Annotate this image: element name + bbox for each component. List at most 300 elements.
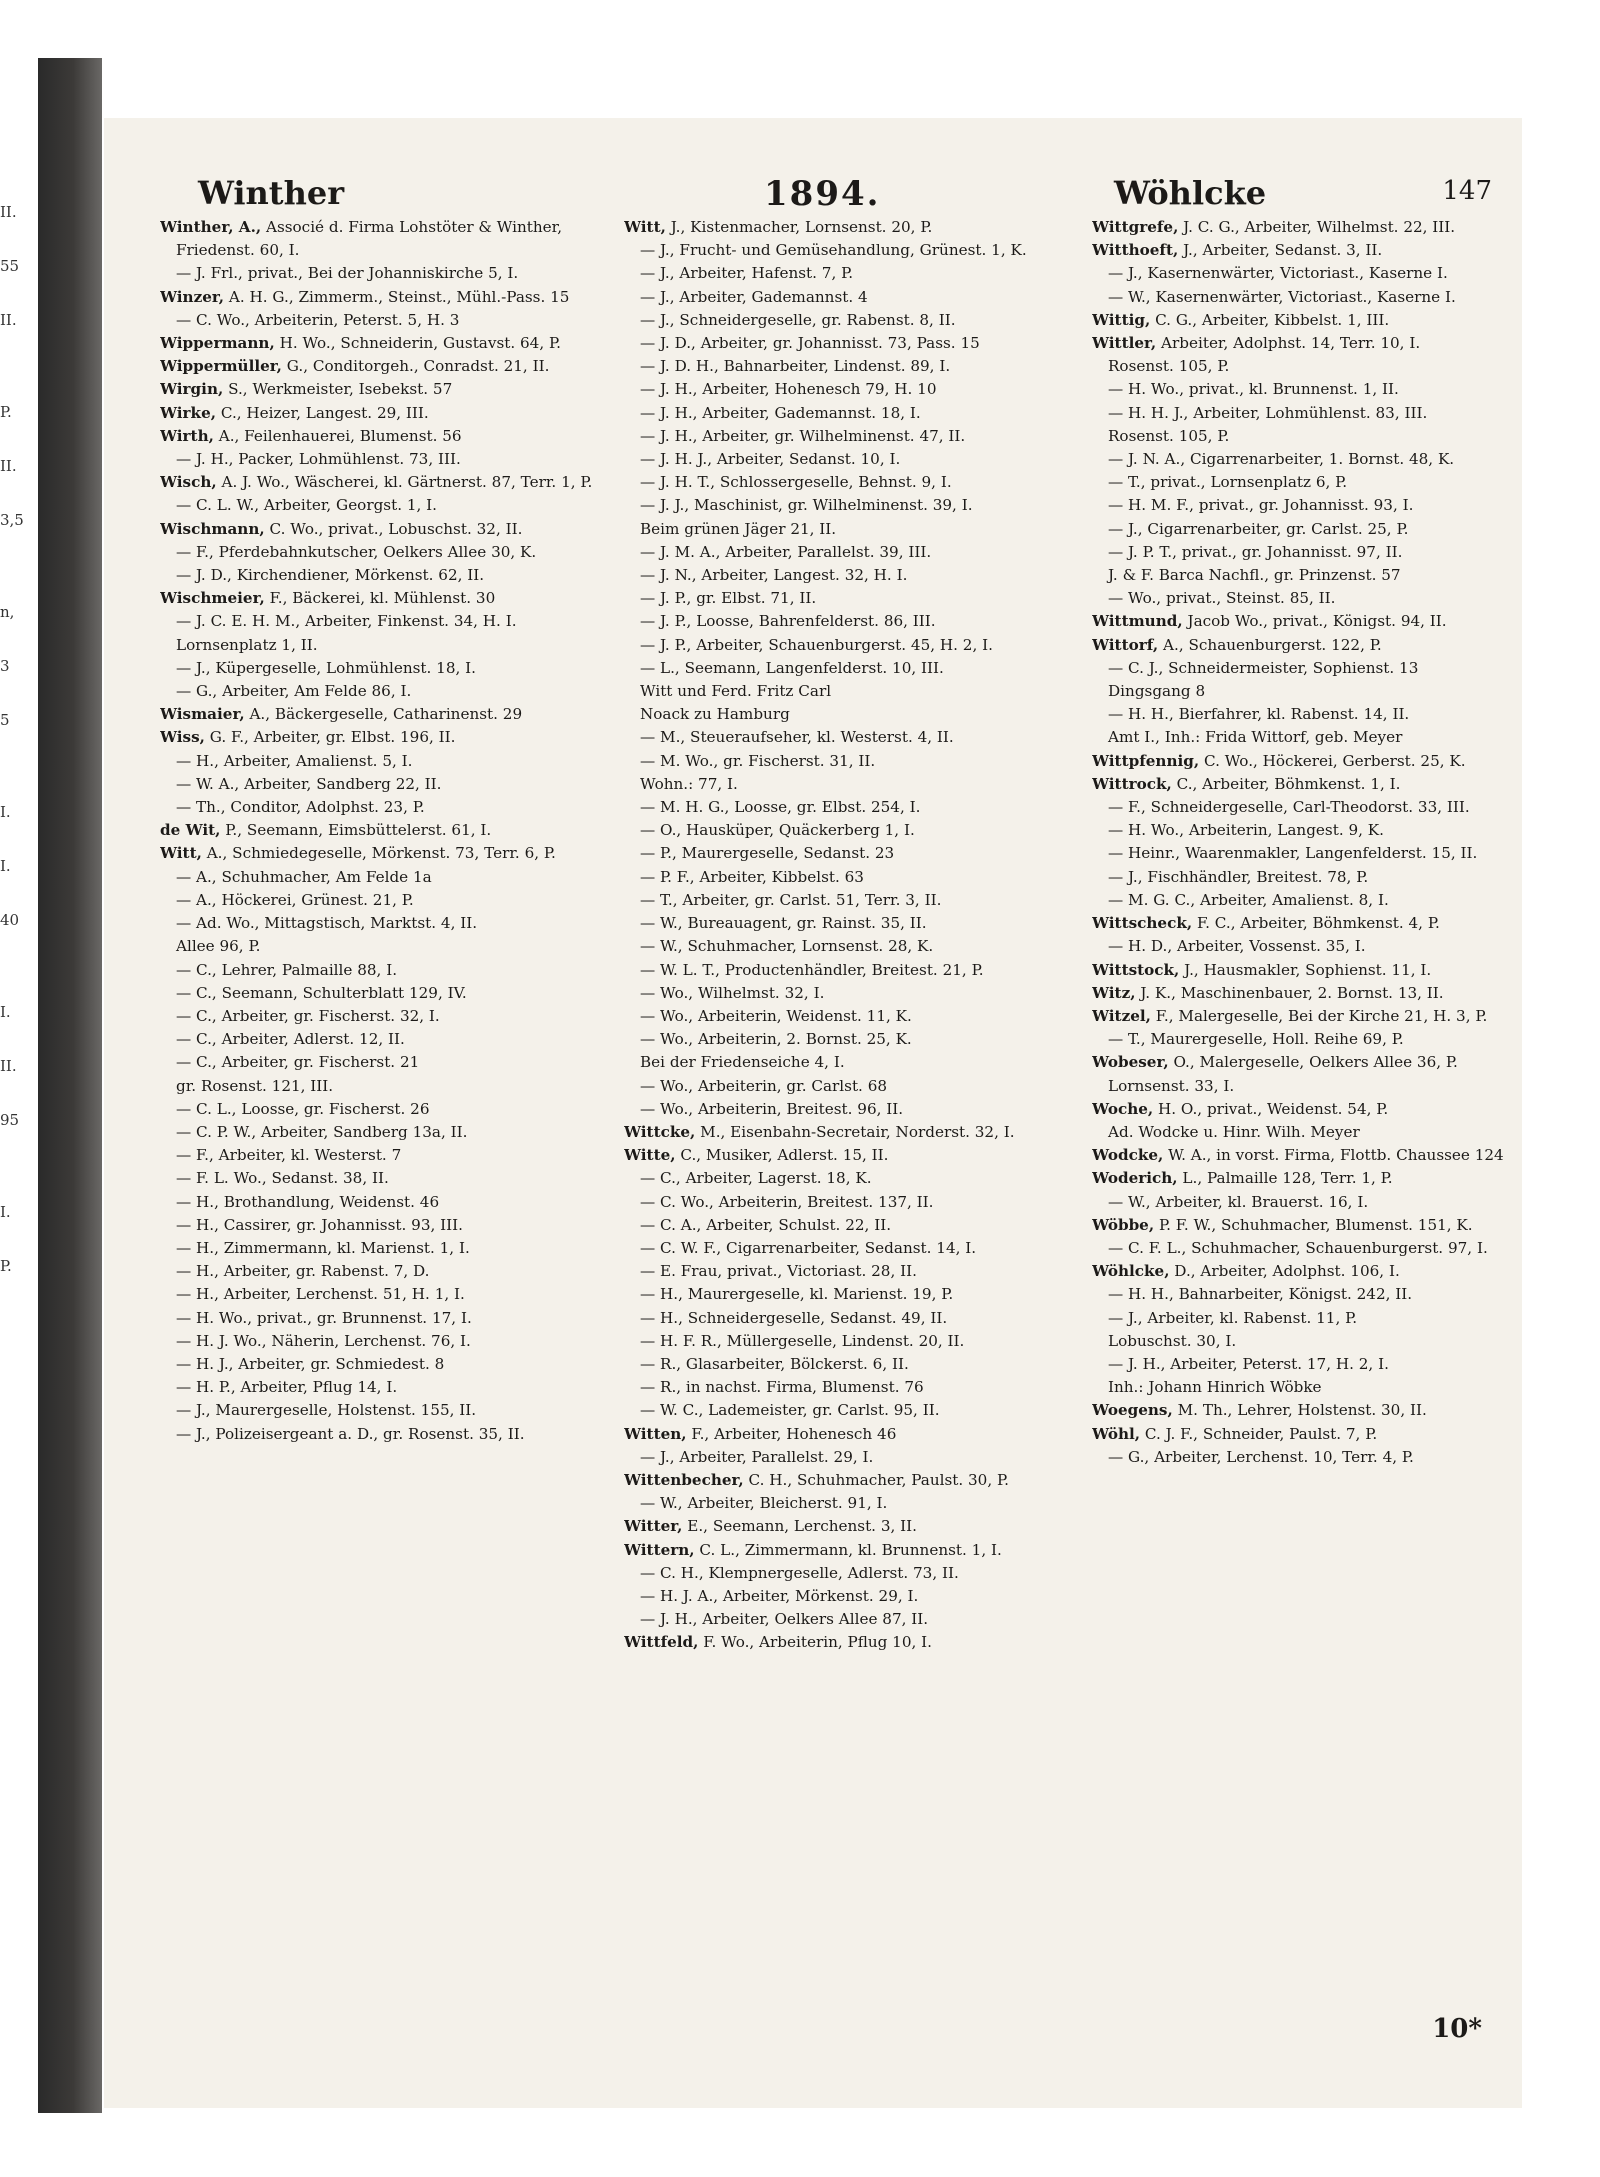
entry-surname: Wischmann, bbox=[160, 519, 265, 538]
directory-entry bbox=[1092, 796, 1504, 819]
entry-details: — R., Glasarbeiter, Bölckerst. 6, II. bbox=[640, 1354, 909, 1373]
directory-entry bbox=[160, 610, 610, 633]
directory-entry bbox=[1092, 1144, 1504, 1167]
directory-entry bbox=[160, 703, 610, 726]
entry-details: Inh.: Johann Hinrich Wöbke bbox=[1108, 1378, 1322, 1397]
entry-details: — Wo., Wilhelmst. 32, I. bbox=[640, 983, 825, 1002]
directory-entry bbox=[1092, 494, 1504, 517]
entry-details: — T., Maurergeselle, Holl. Reihe 69, P. bbox=[1108, 1030, 1404, 1049]
entry-details: — C. P. W., Arbeiter, Sandberg 13a, II. bbox=[176, 1122, 468, 1141]
entry-details: — J. N., Arbeiter, Langest. 32, H. I. bbox=[640, 566, 908, 585]
entry-details: A. J. Wo., Wäscherei, kl. Gärtnerst. 87, Terr. 1, P. bbox=[216, 473, 593, 492]
directory-entry bbox=[1092, 680, 1504, 703]
margin-fragment: I. bbox=[0, 1003, 11, 1021]
directory-entry bbox=[624, 1214, 1074, 1237]
margin-fragment: 55 bbox=[0, 257, 20, 275]
entry-details: — Ad. Wo., Mittagstisch, Marktst. 4, II. bbox=[176, 914, 478, 933]
directory-entry bbox=[624, 1446, 1074, 1469]
entry-details: Ad. Wodcke u. Hinr. Wilh. Meyer bbox=[1108, 1122, 1360, 1141]
entry-details: — J., Frucht- und Gemüsehandlung, Grünest. 1, K. bbox=[640, 241, 1027, 260]
directory-entry bbox=[624, 402, 1074, 425]
entry-surname: Witte, bbox=[624, 1146, 676, 1165]
directory-entry bbox=[160, 1051, 610, 1074]
entry-surname: Wittgrefe, bbox=[1092, 218, 1179, 236]
directory-entry bbox=[624, 935, 1074, 958]
entry-details: — J. D., Kirchendiener, Mörkenst. 62, II. bbox=[176, 566, 485, 585]
entry-details: Beim grünen Jäger 21, II. bbox=[640, 519, 837, 538]
entry-details: C., Arbeiter, Böhmkenst. 1, I. bbox=[1171, 774, 1401, 793]
margin-fragment: 40 bbox=[0, 911, 20, 929]
directory-entry bbox=[624, 1399, 1074, 1422]
entry-details: Amt I., Inh.: Frida Wittorf, geb. Meyer bbox=[1108, 728, 1403, 747]
directory-entry bbox=[1092, 355, 1504, 378]
directory-column-left bbox=[160, 216, 610, 1446]
entry-details: — J. D., Arbeiter, gr. Johannisst. 73, Pass. 15 bbox=[640, 334, 980, 353]
entry-details: F., Malergeselle, Bei der Kirche 21, H. 3, P. bbox=[1150, 1006, 1488, 1025]
entry-details: S., Werkmeister, Isebekst. 57 bbox=[223, 380, 453, 399]
entry-details: — H. P., Arbeiter, Pflug 14, I. bbox=[176, 1378, 398, 1397]
directory-entry bbox=[160, 448, 610, 471]
entry-details: J. C. G., Arbeiter, Wilhelmst. 22, III. bbox=[1178, 218, 1456, 236]
directory-entry bbox=[624, 1608, 1074, 1631]
directory-entry bbox=[1092, 1330, 1504, 1353]
directory-entry bbox=[160, 262, 610, 285]
entry-details: F., Bäckerei, kl. Mühlenst. 30 bbox=[264, 589, 496, 608]
directory-entry bbox=[1092, 1167, 1504, 1190]
entry-details: — H. H., Bahnarbeiter, Königst. 242, II. bbox=[1108, 1285, 1413, 1304]
directory-entry bbox=[160, 425, 610, 448]
directory-entry bbox=[160, 355, 610, 378]
margin-fragment: 3,5 bbox=[0, 511, 24, 529]
entry-details: — J. H., Arbeiter, Oelkers Allee 87, II. bbox=[640, 1610, 929, 1629]
directory-entry bbox=[624, 1144, 1074, 1167]
entry-details: — J. P., Loosse, Bahrenfelderst. 86, III. bbox=[640, 612, 936, 631]
entry-details: — Heinr., Waarenmakler, Langenfelderst. 15, II. bbox=[1108, 844, 1478, 863]
entry-details: — H. Wo., Arbeiterin, Langest. 9, K. bbox=[1108, 821, 1384, 840]
entry-surname: Witt, bbox=[624, 218, 666, 236]
directory-page bbox=[104, 118, 1522, 2108]
directory-entry bbox=[624, 355, 1074, 378]
directory-entry bbox=[624, 541, 1074, 564]
entry-details: C. Wo., privat., Lobuschst. 32, II. bbox=[264, 519, 523, 538]
directory-entry bbox=[1092, 982, 1504, 1005]
directory-entry bbox=[624, 425, 1074, 448]
directory-entry bbox=[1092, 959, 1504, 982]
directory-entry bbox=[1092, 866, 1504, 889]
entry-details: — H., Cassirer, gr. Johannisst. 93, III. bbox=[176, 1215, 463, 1234]
directory-entry bbox=[624, 796, 1074, 819]
entry-details: — C. A., Arbeiter, Schulst. 22, II. bbox=[640, 1215, 892, 1234]
entry-details: C. H., Schuhmacher, Paulst. 30, P. bbox=[743, 1470, 1009, 1489]
directory-entry bbox=[624, 262, 1074, 285]
directory-entry bbox=[160, 471, 610, 494]
entry-details: — T., Arbeiter, gr. Carlst. 51, Terr. 3, II. bbox=[640, 890, 942, 909]
entry-details: — H. H., Bierfahrer, kl. Rabenst. 14, II. bbox=[1108, 705, 1410, 724]
entry-details: Associé d. Firma Lohstöter & Winther, bbox=[261, 218, 563, 236]
directory-entry bbox=[624, 1191, 1074, 1214]
entry-surname: Wittmund, bbox=[1092, 612, 1183, 631]
margin-fragment: 95 bbox=[0, 1111, 20, 1129]
entry-details: Bei der Friedenseiche 4, I. bbox=[640, 1053, 845, 1072]
entry-details: — H. F. R., Müllergeselle, Lindenst. 20, II. bbox=[640, 1331, 965, 1350]
entry-details: — C., Arbeiter, gr. Fischerst. 21 bbox=[176, 1053, 420, 1072]
directory-entry bbox=[160, 1191, 610, 1214]
entry-details: H. O., privat., Weidenst. 54, P. bbox=[1153, 1099, 1389, 1118]
margin-fragment: I. bbox=[0, 803, 11, 821]
entry-surname: Wirth, bbox=[160, 426, 214, 445]
entry-details: — M. G. C., Arbeiter, Amalienst. 8, I. bbox=[1108, 890, 1389, 909]
previous-page-margin bbox=[0, 200, 28, 1900]
entry-details: gr. Rosenst. 121, III. bbox=[176, 1076, 334, 1095]
directory-entry bbox=[160, 1005, 610, 1028]
directory-entry bbox=[160, 587, 610, 610]
directory-entry bbox=[160, 819, 610, 842]
entry-details: — J., Arbeiter, Gademannst. 4 bbox=[640, 287, 868, 306]
directory-entry bbox=[1092, 286, 1504, 309]
directory-entry bbox=[160, 1098, 610, 1121]
entry-details: — E. Frau, privat., Victoriast. 28, II. bbox=[640, 1262, 917, 1281]
directory-entry bbox=[624, 1492, 1074, 1515]
directory-entry bbox=[624, 1353, 1074, 1376]
directory-entry bbox=[160, 935, 610, 958]
entry-details: J. & F. Barca Nachfl., gr. Prinzenst. 57 bbox=[1108, 566, 1401, 585]
entry-details: — J. P., gr. Elbst. 71, II. bbox=[640, 589, 817, 608]
directory-entry bbox=[624, 726, 1074, 749]
entry-details: — Wo., Arbeiterin, gr. Carlst. 68 bbox=[640, 1076, 888, 1095]
entry-details: — C., Seemann, Schulterblatt 129, IV. bbox=[176, 983, 467, 1002]
entry-details: — J. C. E. H. M., Arbeiter, Finkenst. 34, H. I. bbox=[176, 612, 517, 631]
directory-entry bbox=[1092, 1446, 1504, 1469]
entry-details: — J. N. A., Cigarrenarbeiter, 1. Bornst. 48, K. bbox=[1108, 450, 1455, 469]
entry-details: — H. H. J., Arbeiter, Lohmühlenst. 83, III. bbox=[1108, 403, 1428, 422]
directory-entry bbox=[160, 564, 610, 587]
margin-fragment: II. bbox=[0, 203, 17, 221]
entry-details: — H. J. A., Arbeiter, Mörkenst. 29, I. bbox=[640, 1586, 919, 1605]
entry-details: — H., Maurergeselle, kl. Marienst. 19, P. bbox=[640, 1285, 954, 1304]
directory-entry bbox=[160, 402, 610, 425]
directory-entry bbox=[160, 959, 610, 982]
directory-entry bbox=[624, 1307, 1074, 1330]
entry-details: — P., Maurergeselle, Sedanst. 23 bbox=[640, 844, 895, 863]
directory-entry bbox=[160, 1237, 610, 1260]
directory-entry bbox=[624, 1167, 1074, 1190]
directory-entry bbox=[1092, 262, 1504, 285]
directory-entry bbox=[624, 982, 1074, 1005]
entry-details: F., Arbeiter, Hohenesch 46 bbox=[686, 1424, 897, 1443]
entry-surname: Woche, bbox=[1092, 1099, 1154, 1118]
directory-entry bbox=[624, 1283, 1074, 1306]
entry-details: Arbeiter, Adolphst. 14, Terr. 10, I. bbox=[1156, 334, 1421, 353]
directory-entry bbox=[1092, 216, 1504, 239]
entry-details: D., Arbeiter, Adolphst. 106, I. bbox=[1169, 1262, 1400, 1281]
entry-details: A., Feilenhauerei, Blumenst. 56 bbox=[213, 426, 462, 445]
directory-entry bbox=[160, 726, 610, 749]
entry-details: — J. M. A., Arbeiter, Parallelst. 39, III. bbox=[640, 542, 932, 561]
directory-entry bbox=[160, 309, 610, 332]
directory-entry bbox=[1092, 773, 1504, 796]
directory-entry bbox=[624, 1376, 1074, 1399]
entry-details: Allee 96, P. bbox=[176, 937, 261, 956]
entry-surname: Wittscheck, bbox=[1092, 914, 1193, 933]
directory-entry bbox=[624, 866, 1074, 889]
entry-details: P., Seemann, Eimsbüttelerst. 61, I. bbox=[220, 821, 492, 840]
entry-surname: Witzel, bbox=[1092, 1006, 1151, 1025]
entry-details: E., Seemann, Lerchenst. 3, II. bbox=[682, 1517, 917, 1536]
entry-details: — J. H. J., Arbeiter, Sedanst. 10, I. bbox=[640, 450, 901, 469]
entry-surname: Wischmeier, bbox=[160, 589, 265, 608]
entry-details: C. J. F., Schneider, Paulst. 7, P. bbox=[1140, 1424, 1378, 1443]
directory-entry bbox=[160, 541, 610, 564]
entry-surname: Wittstock, bbox=[1092, 960, 1180, 979]
entry-details: — W., Kasernenwärter, Victoriast., Kaserne I. bbox=[1108, 287, 1456, 306]
directory-entry bbox=[1092, 1051, 1504, 1074]
directory-entry bbox=[624, 889, 1074, 912]
directory-entry bbox=[1092, 703, 1504, 726]
directory-entry bbox=[624, 959, 1074, 982]
entry-details: A., Schauenburgerst. 122, P. bbox=[1158, 635, 1382, 654]
entry-surname: Wöhlcke, bbox=[1092, 1262, 1170, 1281]
entry-surname: Witter, bbox=[624, 1517, 683, 1536]
directory-entry bbox=[160, 494, 610, 517]
directory-entry bbox=[160, 1144, 610, 1167]
directory-entry bbox=[1092, 935, 1504, 958]
entry-details: — G., Arbeiter, Lerchenst. 10, Terr. 4, P. bbox=[1108, 1447, 1414, 1466]
entry-details: — J., Arbeiter, Parallelst. 29, I. bbox=[640, 1447, 874, 1466]
directory-entry bbox=[160, 796, 610, 819]
margin-fragment: P. bbox=[0, 403, 12, 421]
entry-surname: Wittenbecher, bbox=[624, 1470, 744, 1489]
entry-details: O., Malergeselle, Oelkers Allee 36, P. bbox=[1168, 1053, 1458, 1072]
directory-entry bbox=[624, 1005, 1074, 1028]
directory-entry bbox=[1092, 1191, 1504, 1214]
directory-entry bbox=[1092, 471, 1504, 494]
directory-entry bbox=[624, 1585, 1074, 1608]
directory-entry bbox=[624, 657, 1074, 680]
entry-surname: Wirgin, bbox=[160, 380, 224, 399]
directory-entry bbox=[1092, 1098, 1504, 1121]
entry-details: — Th., Conditor, Adolphst. 23, P. bbox=[176, 798, 425, 817]
directory-entry bbox=[1092, 564, 1504, 587]
entry-details: — C., Arbeiter, Adlerst. 12, II. bbox=[176, 1030, 405, 1049]
directory-entry bbox=[160, 1075, 610, 1098]
entry-details: — J. H., Arbeiter, Gademannst. 18, I. bbox=[640, 403, 921, 422]
entry-surname: Witt, bbox=[160, 844, 202, 863]
directory-entry bbox=[1092, 332, 1504, 355]
entry-surname: Wittrock, bbox=[1092, 774, 1172, 793]
entry-details: — W. A., Arbeiter, Sandberg 22, II. bbox=[176, 774, 442, 793]
page-header bbox=[144, 174, 1492, 218]
entry-details: — M. H. G., Loosse, gr. Elbst. 254, I. bbox=[640, 798, 921, 817]
directory-entry bbox=[624, 286, 1074, 309]
directory-entry bbox=[1092, 634, 1504, 657]
entry-details: — O., Hausküper, Quäckerberg 1, I. bbox=[640, 821, 915, 840]
entry-details: — W., Arbeiter, kl. Brauerst. 16, I. bbox=[1108, 1192, 1369, 1211]
entry-details: — H. J., Arbeiter, gr. Schmiedest. 8 bbox=[176, 1354, 445, 1373]
entry-surname: Wittcke, bbox=[624, 1122, 696, 1141]
entry-details: Witt und Ferd. Fritz Carl bbox=[640, 682, 832, 701]
directory-entry bbox=[1092, 726, 1504, 749]
entry-details: — A., Höckerei, Grünest. 21, P. bbox=[176, 890, 414, 909]
entry-details: M. Th., Lehrer, Holstenst. 30, II. bbox=[1172, 1401, 1427, 1420]
directory-entry bbox=[160, 332, 610, 355]
entry-surname: Wobeser, bbox=[1092, 1053, 1169, 1072]
directory-entry bbox=[624, 1469, 1074, 1492]
entry-surname: Wismaier, bbox=[160, 705, 245, 724]
directory-entry bbox=[1092, 1005, 1504, 1028]
directory-entry bbox=[160, 889, 610, 912]
margin-fragment: I. bbox=[0, 857, 11, 875]
entry-details: — J. H., Arbeiter, gr. Wilhelminenst. 47, II. bbox=[640, 426, 966, 445]
directory-entry bbox=[624, 1260, 1074, 1283]
directory-entry bbox=[1092, 610, 1504, 633]
entry-details: J., Arbeiter, Sedanst. 3, II. bbox=[1178, 241, 1383, 260]
directory-entry bbox=[160, 1399, 610, 1422]
entry-details: — J. H., Arbeiter, Peterst. 17, H. 2, I. bbox=[1108, 1354, 1389, 1373]
directory-entry bbox=[1092, 1214, 1504, 1237]
directory-entry bbox=[624, 216, 1074, 239]
margin-fragment: II. bbox=[0, 311, 17, 329]
entry-details: — H. Wo., privat., gr. Brunnenst. 17, I. bbox=[176, 1308, 472, 1327]
directory-entry bbox=[1092, 1283, 1504, 1306]
directory-entry bbox=[160, 1121, 610, 1144]
entry-details: Jacob Wo., privat., Königst. 94, II. bbox=[1182, 612, 1447, 631]
entry-details: Friedenst. 60, I. bbox=[176, 241, 300, 260]
entry-details: — P. F., Arbeiter, Kibbelst. 63 bbox=[640, 867, 864, 886]
entry-details: — J. P. T., privat., gr. Johannisst. 97, II. bbox=[1108, 542, 1403, 561]
directory-entry bbox=[624, 471, 1074, 494]
entry-details: — H., Zimmermann, kl. Marienst. 1, I. bbox=[176, 1238, 470, 1257]
entry-details: A., Bäckergeselle, Catharinenst. 29 bbox=[244, 705, 523, 724]
directory-entry bbox=[624, 1237, 1074, 1260]
entry-details: C. Wo., Höckerei, Gerberst. 25, K. bbox=[1199, 751, 1466, 770]
entry-details: — C. H., Klempnergeselle, Adlerst. 73, II. bbox=[640, 1563, 959, 1582]
entry-details: — H. D., Arbeiter, Vossenst. 35, I. bbox=[1108, 937, 1366, 956]
entry-details: — H. Wo., privat., kl. Brunnenst. 1, II. bbox=[1108, 380, 1399, 399]
entry-details: — M. Wo., gr. Fischerst. 31, II. bbox=[640, 751, 876, 770]
entry-details: — H., Schneidergeselle, Sedanst. 49, II. bbox=[640, 1308, 948, 1327]
entry-details: — J. D. H., Bahnarbeiter, Lindenst. 89, I. bbox=[640, 357, 951, 376]
entry-surname: Witthoeft, bbox=[1092, 241, 1179, 260]
directory-entry bbox=[624, 750, 1074, 773]
entry-details: Noack zu Hamburg bbox=[640, 705, 790, 724]
directory-entry bbox=[1092, 912, 1504, 935]
directory-entry bbox=[1092, 1399, 1504, 1422]
page-number: 147 bbox=[1442, 176, 1492, 206]
entry-details: — H. J. Wo., Näherin, Lerchenst. 76, I. bbox=[176, 1331, 471, 1350]
directory-entry bbox=[624, 1562, 1074, 1585]
entry-details: — C. W. F., Cigarrenarbeiter, Sedanst. 14, I. bbox=[640, 1238, 977, 1257]
directory-entry bbox=[624, 1098, 1074, 1121]
entry-details: C., Heizer, Langest. 29, III. bbox=[216, 403, 429, 422]
entry-details: — F., Schneidergeselle, Carl-Theodorst. 33, III. bbox=[1108, 798, 1470, 817]
header-first-name: Winther bbox=[198, 174, 345, 212]
entry-details: — J., Küpergeselle, Lohmühlenst. 18, I. bbox=[176, 658, 476, 677]
entry-details: — W., Schuhmacher, Lornsenst. 28, K. bbox=[640, 937, 934, 956]
entry-surname: Wittler, bbox=[1092, 334, 1157, 353]
entry-surname: de Wit, bbox=[160, 821, 221, 840]
entry-details: — T., privat., Lornsenplatz 6, P. bbox=[1108, 473, 1348, 492]
directory-entry bbox=[624, 1539, 1074, 1562]
directory-entry bbox=[160, 1283, 610, 1306]
directory-entry bbox=[624, 448, 1074, 471]
directory-entry bbox=[624, 634, 1074, 657]
directory-entry bbox=[1092, 1237, 1504, 1260]
directory-entry bbox=[624, 912, 1074, 935]
directory-entry bbox=[624, 819, 1074, 842]
entry-details: — F., Pferdebahnkutscher, Oelkers Allee 30, K. bbox=[176, 542, 537, 561]
directory-entry bbox=[624, 1330, 1074, 1353]
directory-entry bbox=[624, 1631, 1074, 1654]
entry-details: — W. C., Lademeister, gr. Carlst. 95, II. bbox=[640, 1401, 940, 1420]
entry-details: — J. P., Arbeiter, Schauenburgerst. 45, H. 2, I. bbox=[640, 635, 993, 654]
entry-details: — H. M. F., privat., gr. Johannisst. 93, I. bbox=[1108, 496, 1414, 515]
entry-surname: Wittern, bbox=[624, 1540, 695, 1559]
directory-entry bbox=[1092, 587, 1504, 610]
directory-entry bbox=[160, 1214, 610, 1237]
entry-details: G. F., Arbeiter, gr. Elbst. 196, II. bbox=[204, 728, 456, 747]
directory-entry bbox=[1092, 1307, 1504, 1330]
directory-entry bbox=[624, 610, 1074, 633]
entry-details: — C., Lehrer, Palmaille 88, I. bbox=[176, 960, 398, 979]
entry-surname: Wittig, bbox=[1092, 310, 1151, 329]
directory-entry bbox=[160, 239, 610, 262]
directory-entry bbox=[1092, 750, 1504, 773]
entry-details: P. F. W., Schuhmacher, Blumenst. 151, K. bbox=[1154, 1215, 1473, 1234]
directory-entry bbox=[160, 1376, 610, 1399]
directory-column-middle bbox=[624, 216, 1074, 1655]
entry-details: — J., Kasernenwärter, Victoriast., Kaserne I. bbox=[1108, 264, 1448, 283]
entry-surname: Wöbbe, bbox=[1092, 1215, 1155, 1234]
entry-details: L., Palmaille 128, Terr. 1, P. bbox=[1177, 1169, 1393, 1188]
directory-entry bbox=[160, 1423, 610, 1446]
directory-entry bbox=[624, 494, 1074, 517]
directory-entry bbox=[1092, 1075, 1504, 1098]
directory-entry bbox=[1092, 518, 1504, 541]
entry-details: Wohn.: 77, I. bbox=[640, 774, 738, 793]
entry-details: — F. L. Wo., Sedanst. 38, II. bbox=[176, 1169, 389, 1188]
entry-details: J., Hausmakler, Sophienst. 11, I. bbox=[1179, 960, 1432, 979]
entry-surname: Wippermann, bbox=[160, 334, 275, 353]
directory-entry bbox=[624, 378, 1074, 401]
directory-entry bbox=[1092, 425, 1504, 448]
directory-entry bbox=[624, 564, 1074, 587]
entry-details: — J., Polizeisergeant a. D., gr. Rosenst. 35, II. bbox=[176, 1424, 525, 1443]
entry-details: Dingsgang 8 bbox=[1108, 682, 1206, 701]
entry-details: G., Conditorgeh., Conradst. 21, II. bbox=[281, 357, 550, 376]
directory-entry bbox=[624, 1028, 1074, 1051]
entry-surname: Witten, bbox=[624, 1424, 687, 1443]
entry-details: W. A., in vorst. Firma, Flottb. Chaussee 124 bbox=[1163, 1146, 1504, 1165]
directory-entry bbox=[1092, 657, 1504, 680]
directory-entry bbox=[160, 216, 610, 239]
directory-entry bbox=[160, 842, 610, 865]
entry-details: — H., Brothandlung, Weidenst. 46 bbox=[176, 1192, 440, 1211]
margin-fragment: 3 bbox=[0, 657, 10, 675]
entry-details: — J. H., Arbeiter, Hohenesch 79, H. 10 bbox=[640, 380, 937, 399]
directory-entry bbox=[1092, 1121, 1504, 1144]
entry-details: — J., Fischhändler, Breitest. 78, P. bbox=[1108, 867, 1369, 886]
directory-entry bbox=[1092, 378, 1504, 401]
directory-entry bbox=[1092, 1353, 1504, 1376]
entry-details: M., Eisenbahn-Secretair, Norderst. 32, I. bbox=[695, 1122, 1015, 1141]
entry-details: J. K., Maschinenbauer, 2. Bornst. 13, II. bbox=[1135, 983, 1444, 1002]
directory-entry bbox=[1092, 309, 1504, 332]
directory-entry bbox=[1092, 448, 1504, 471]
entry-details: — F., Arbeiter, kl. Westerst. 7 bbox=[176, 1146, 402, 1165]
directory-entry bbox=[160, 657, 610, 680]
directory-entry bbox=[1092, 1028, 1504, 1051]
directory-entry bbox=[624, 1051, 1074, 1074]
